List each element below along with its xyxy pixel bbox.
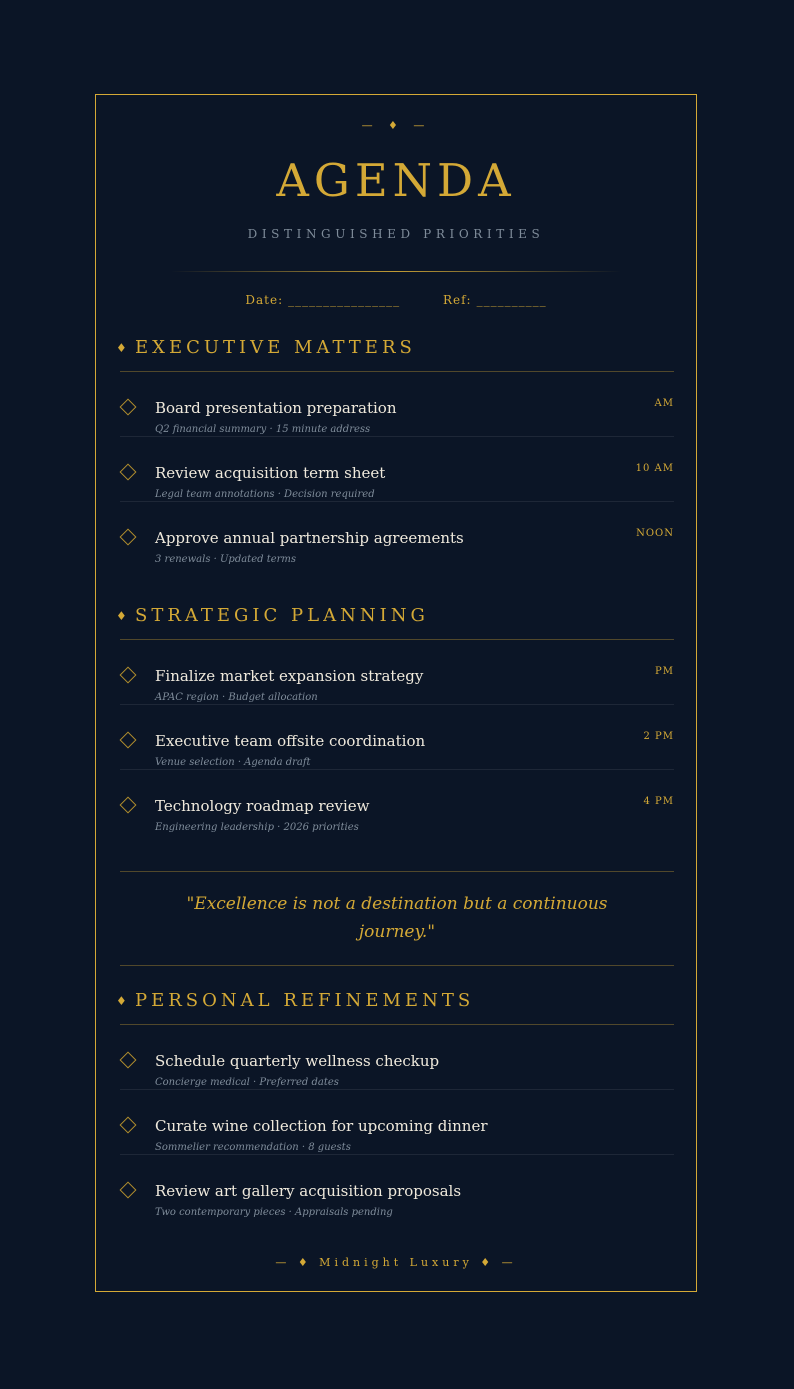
- section-title: PERSONAL REFINEMENTS: [135, 990, 475, 1011]
- agenda-item[interactable]: [120, 705, 674, 770]
- diamond-checkbox-icon[interactable]: [120, 1117, 137, 1134]
- header-divider: [171, 271, 621, 272]
- diamond-checkbox-icon[interactable]: [120, 399, 137, 416]
- item-subtitle: Engineering leadership · 2026 priorities: [155, 822, 359, 833]
- agenda-item[interactable]: [120, 770, 674, 835]
- item-title: Executive team offsite coordination: [155, 732, 426, 750]
- section-personal-refinements: [116, 987, 674, 1220]
- diamond-checkbox-icon[interactable]: [120, 1052, 137, 1069]
- item-subtitle: Concierge medical · Preferred dates: [155, 1077, 339, 1088]
- diamond-checkbox-icon[interactable]: [120, 732, 137, 749]
- date-blank[interactable]: ________________: [288, 293, 401, 307]
- top-ornament: — ♦ —: [361, 119, 431, 132]
- page-title: AGENDA: [276, 154, 516, 207]
- quote-block: [120, 871, 674, 966]
- item-subtitle: Sommelier recommendation · 8 guests: [155, 1142, 351, 1153]
- ref-blank[interactable]: __________: [476, 293, 547, 307]
- item-title: Technology roadmap review: [155, 797, 370, 815]
- item-title: Review acquisition term sheet: [155, 464, 386, 482]
- item-subtitle: Venue selection · Agenda draft: [155, 757, 311, 768]
- section-header: [116, 987, 674, 1025]
- section-header: [116, 334, 674, 372]
- item-subtitle: Legal team annotations · Decision required: [155, 489, 375, 500]
- date-field[interactable]: [245, 292, 400, 308]
- item-title: Approve annual partnership agreements: [155, 529, 464, 547]
- footer-signature: — ♦ Midnight Luxury ♦ —: [275, 1256, 517, 1269]
- agenda-item[interactable]: [120, 1155, 674, 1220]
- item-title: Schedule quarterly wellness checkup: [155, 1052, 440, 1070]
- item-subtitle: Q2 financial summary · 15 minute address: [155, 424, 371, 435]
- page-subtitle: DISTINGUISHED PRIORITIES: [247, 227, 545, 241]
- agenda-item[interactable]: [120, 502, 674, 567]
- item-time: NOON: [636, 528, 674, 539]
- section-title: EXECUTIVE MATTERS: [135, 337, 416, 358]
- agenda-item[interactable]: [120, 640, 674, 705]
- item-time: PM: [655, 666, 674, 677]
- agenda-item[interactable]: [120, 437, 674, 502]
- item-time: 10 AM: [635, 463, 674, 474]
- agenda-item[interactable]: [120, 1025, 674, 1090]
- diamond-bullet-icon: ♦: [116, 341, 127, 355]
- diamond-checkbox-icon[interactable]: [120, 667, 137, 684]
- item-time: AM: [654, 398, 674, 409]
- item-subtitle: APAC region · Budget allocation: [155, 692, 318, 703]
- diamond-bullet-icon: ♦: [116, 609, 127, 623]
- item-title: Board presentation preparation: [155, 399, 397, 417]
- agenda-item[interactable]: [120, 372, 674, 437]
- agenda-item[interactable]: [120, 1090, 674, 1155]
- meta-row: [96, 292, 696, 308]
- diamond-checkbox-icon[interactable]: [120, 1182, 137, 1199]
- diamond-bullet-icon: ♦: [116, 994, 127, 1008]
- item-time: 4 PM: [643, 796, 674, 807]
- diamond-checkbox-icon[interactable]: [120, 797, 137, 814]
- item-title: Curate wine collection for upcoming dinner: [155, 1117, 488, 1135]
- ref-field[interactable]: [443, 292, 547, 308]
- date-label: Date:: [245, 293, 284, 307]
- item-subtitle: Two contemporary pieces · Appraisals pending: [155, 1207, 393, 1218]
- item-title: Finalize market expansion strategy: [155, 667, 424, 685]
- diamond-checkbox-icon[interactable]: [120, 529, 137, 546]
- section-title: STRATEGIC PLANNING: [135, 605, 429, 626]
- diamond-checkbox-icon[interactable]: [120, 464, 137, 481]
- quote-text: "Excellence is not a destination but a continuous journey.": [186, 894, 608, 942]
- item-subtitle: 3 renewals · Updated terms: [155, 554, 297, 565]
- section-header: [116, 602, 674, 640]
- item-time: 2 PM: [643, 731, 674, 742]
- section-strategic-planning: [116, 602, 674, 835]
- section-executive-matters: [116, 334, 674, 567]
- item-title: Review art gallery acquisition proposals: [155, 1182, 462, 1200]
- ref-label: Ref:: [442, 293, 472, 307]
- agenda-card: [95, 94, 697, 1292]
